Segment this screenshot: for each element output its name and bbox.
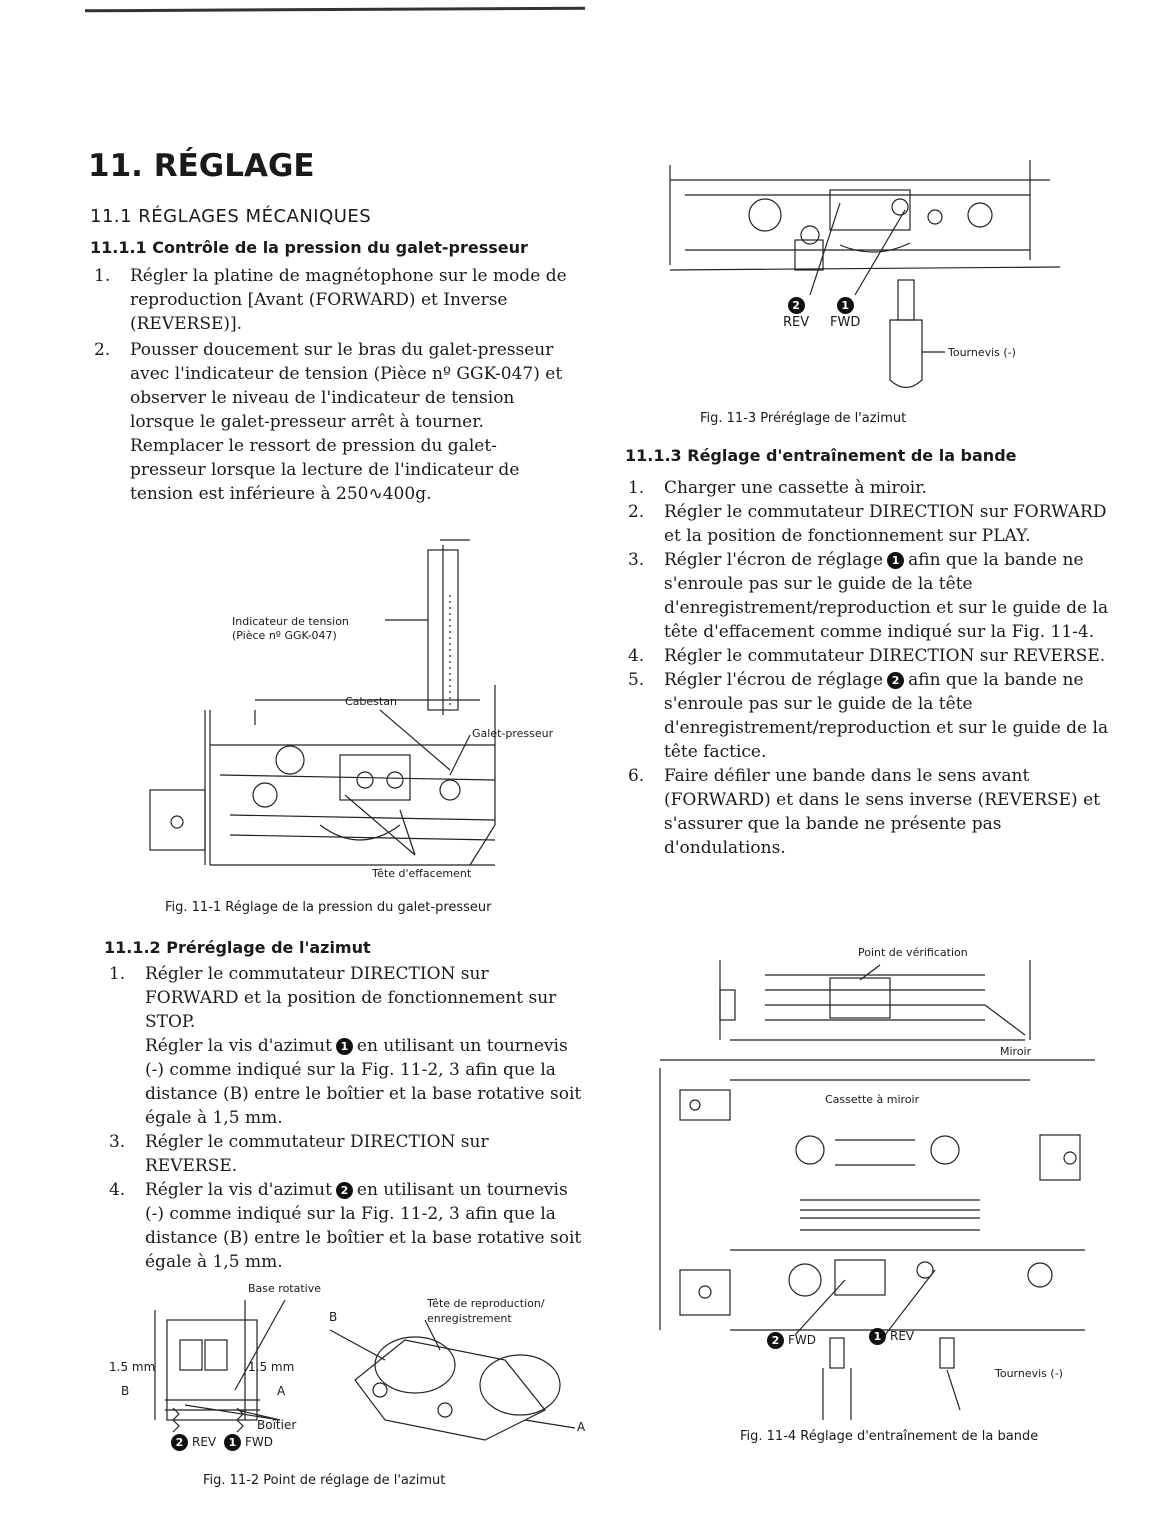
label-rev: REV: [890, 1329, 915, 1343]
label-a: A: [277, 1384, 286, 1398]
azimuth-preset-drawing: [660, 155, 1080, 395]
figure-11-2: [85, 1280, 605, 1470]
item-number: 2.: [94, 340, 111, 360]
mark-1-icon: 1: [224, 1434, 241, 1451]
item-text: Pousser doucement sur le bras du galet-presseur avec l'indicateur de tension (Pièce nº GGK-047) et observer le niveau de l'indicateur de tension lorsque le galet-presseur arrêt à tourner. Remplacer le ressort de pression du galet-presseur lorsque la lecture de l'indicateur de tension est inférieure à 250∿400g.: [130, 340, 563, 504]
mark-2-icon: 2: [788, 297, 805, 314]
item-text-b: afin que la bande ne s'enroule pas sur le guide de la tête d'enregistrement/reproduction et sur le guide de la tête d'effacement comme indiqué sur la Fig. 11-4.: [664, 550, 1109, 642]
item-number: 2.: [628, 502, 645, 522]
label-fwd: FWD: [788, 1333, 817, 1347]
list-item: [94, 264, 570, 336]
item-number: 4.: [628, 646, 645, 666]
item-text-a: Régler la vis d'azimut: [145, 1180, 332, 1200]
label-mm-left: 1.5 mm: [109, 1360, 156, 1374]
list-item: [94, 338, 570, 506]
item-number: 3.: [628, 550, 645, 570]
fwd-marker: [830, 297, 860, 331]
rev-marker: [783, 297, 809, 331]
label-point-verification: Point de vérification: [858, 946, 968, 959]
label-miroir: Miroir: [1000, 1045, 1032, 1058]
label-enregistrement: enregistrement: [427, 1312, 512, 1325]
top-scan-rule: [85, 7, 585, 13]
item-text-a: Régler l'écron de réglage: [664, 550, 884, 570]
label-boitier: Boîtier: [257, 1418, 297, 1432]
figure-11-3: [660, 155, 1080, 395]
label-mm-right: 1.5 mm: [248, 1360, 295, 1374]
subsection-heading-1: 11.1.1 Contrôle de la pression du galet-presseur: [90, 238, 528, 257]
caption-fig-11-3: Fig. 11-3 Préréglage de l'azimut: [700, 411, 907, 426]
item-text: Régler le commutateur DIRECTION sur FORWARD et la position de fonctionnement sur PLAY.: [664, 502, 1107, 546]
label-rev: REV: [783, 315, 810, 330]
mark-1-icon: 1: [887, 552, 904, 569]
item-number: 1.: [628, 478, 645, 498]
label-fwd: FWD: [830, 315, 861, 330]
item-text-a: Régler la vis d'azimut: [145, 1036, 332, 1056]
list-item: [628, 668, 1114, 764]
item-text-a: Régler l'écrou de réglage: [664, 670, 884, 690]
label-tete-effacement: Tête d'effacement: [372, 867, 472, 880]
label-tete-repro: Tête de reproduction/: [427, 1297, 545, 1310]
subsection-heading-2: 11.1.2 Préréglage de l'azimut: [104, 938, 371, 957]
label-galet: Galet-presseur: [472, 727, 554, 740]
section-heading: 11.1 RÉGLAGES MÉCANIQUES: [90, 206, 372, 227]
mark-2-icon: 2: [887, 672, 904, 689]
list-3: [628, 476, 1114, 860]
item-text: Faire défiler une bande dans le sens avant (FORWARD) et dans le sens inverse (REVERSE) et s'assurer que la bande ne présente pas d'ondulations.: [664, 766, 1100, 858]
caption-fig-11-1: Fig. 11-1 Réglage de la pression du galet-presseur: [165, 900, 492, 915]
label-a2: A: [577, 1420, 586, 1434]
label-piece: (Pièce nº GGK-047): [232, 629, 337, 642]
label-tournevis: Tournevis (-): [948, 346, 1016, 359]
caption-fig-11-2: Fig. 11-2 Point de réglage de l'azimut: [203, 1473, 446, 1488]
item-number: 5.: [628, 670, 645, 690]
label-cassette-miroir: Cassette à miroir: [825, 1093, 920, 1106]
list-item: [628, 500, 1114, 548]
item-number: 3.: [109, 1132, 126, 1152]
item-text: Régler le commutateur DIRECTION sur REVERSE.: [145, 1132, 489, 1176]
list-item: [628, 476, 1114, 500]
mark-2-icon: 2: [336, 1182, 353, 1199]
list-2: [109, 962, 585, 1274]
label-b2: B: [329, 1310, 338, 1324]
subsection-heading-3: 11.1.3 Réglage d'entraînement de la bande: [625, 446, 1017, 465]
page-title: 11. RÉGLAGE: [88, 148, 315, 184]
mark-2-icon: 2: [171, 1434, 188, 1451]
item-text: Régler le commutateur DIRECTION sur REVERSE.: [664, 646, 1106, 666]
item-text-b: en utilisant un tournevis (-) comme indiqué sur la Fig. 11-2, 3 afin que la distance (B) entre le boîtier et la base rotative soit égale à 1,5 mm.: [145, 1180, 582, 1272]
item-text-b: afin que la bande ne s'enroule pas sur le guide de la tête d'enregistrement/reproduction et sur le guide de la tête factice.: [664, 670, 1109, 762]
item-text: Régler le commutateur DIRECTION sur FORWARD et la position de fonctionnement sur STOP.: [145, 964, 557, 1032]
label-rev: REV: [192, 1435, 217, 1449]
list-item: [109, 962, 585, 1034]
list-item: [628, 764, 1114, 860]
label-cabestan: Cabestan: [345, 695, 397, 708]
figure-11-1: [150, 535, 570, 885]
list-item: [628, 548, 1114, 644]
list-item: [628, 644, 1114, 668]
rev-marker: [865, 1328, 914, 1345]
list-item: [145, 1034, 585, 1130]
label-base-rotative: Base rotative: [248, 1282, 321, 1295]
item-text-b: en utilisant un tournevis (-) comme indiqué sur la Fig. 11-2, 3 afin que la distance (B) entre le boîtier et la base rotative soit égale à 1,5 mm.: [145, 1036, 582, 1128]
mark-1-icon: 1: [869, 1328, 886, 1345]
mark-2-icon: 2: [767, 1332, 784, 1349]
list-item: [109, 1130, 585, 1178]
list-1: [94, 264, 570, 506]
item-text: Régler la platine de magnétophone sur le mode de reproduction [Avant (FORWARD) et Inverse (REVERSE)].: [130, 266, 567, 334]
tape-drive-drawing: [655, 940, 1105, 1420]
mark-1-icon: 1: [336, 1038, 353, 1055]
label-b: B: [121, 1384, 130, 1398]
item-text: Charger une cassette à miroir.: [664, 478, 927, 498]
label-indicator: Indicateur de tension: [232, 615, 349, 628]
list-item: [109, 1178, 585, 1274]
tape-deck-drawing: [150, 535, 570, 885]
figure-11-4: [655, 940, 1105, 1420]
item-number: 6.: [628, 766, 645, 786]
item-number: 1.: [94, 266, 111, 286]
rev-fwd-legend: [167, 1434, 273, 1451]
item-number: 1.: [109, 964, 126, 984]
fwd-marker: [763, 1332, 816, 1349]
label-fwd: FWD: [244, 1435, 273, 1449]
item-number: 4.: [109, 1180, 126, 1200]
label-tournevis: Tournevis (-): [995, 1367, 1063, 1380]
caption-fig-11-4: Fig. 11-4 Réglage d'entraînement de la bande: [740, 1429, 1039, 1444]
mark-1-icon: 1: [837, 297, 854, 314]
